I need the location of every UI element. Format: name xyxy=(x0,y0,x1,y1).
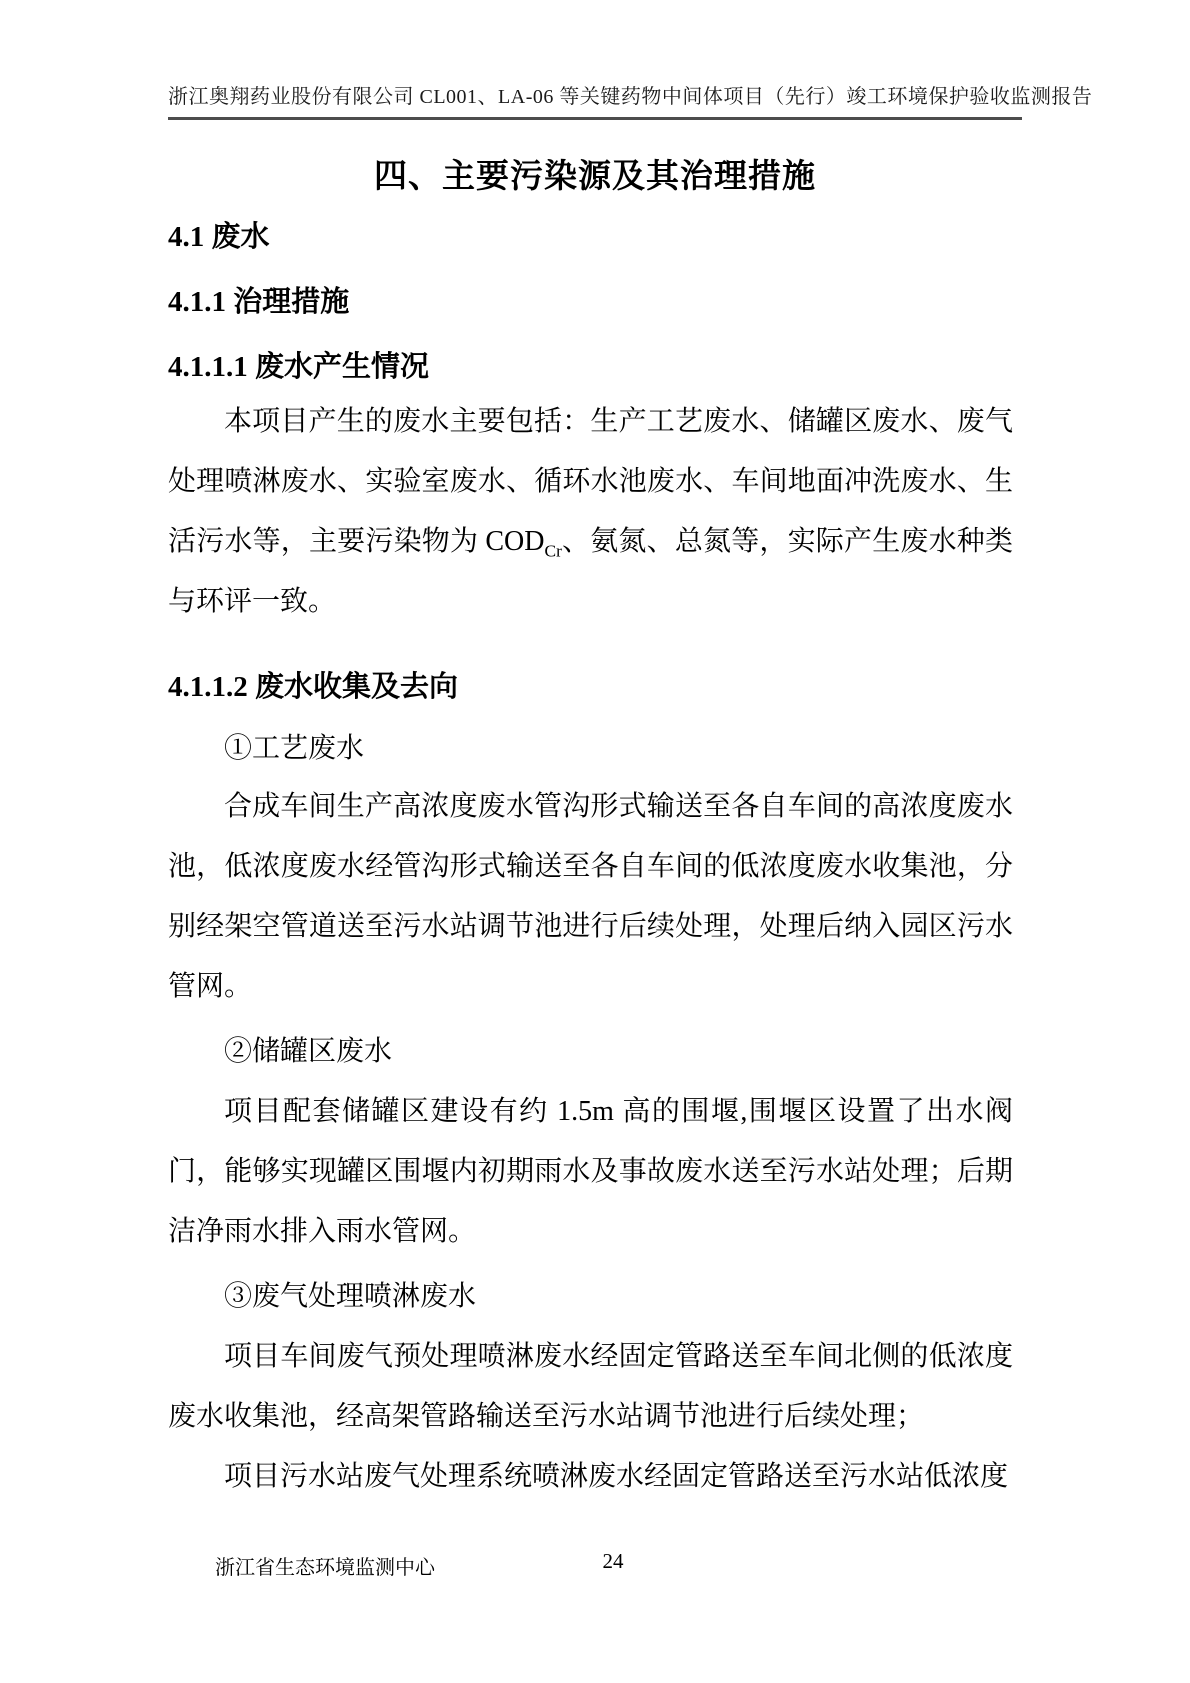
paragraph-process-wastewater: 合成车间生产高浓度废水管沟形式输送至各自车间的高浓度废水池，低浓度废水经管沟形式输送至各自车间的低浓度废水收集池，分别经架空管道送至污水站调节池进行后续处理，处理后纳入园区污水管网。 xyxy=(168,791,1013,1002)
section-heading-4-1: 4.1 废水 xyxy=(168,221,270,253)
list-item-3-spray-wastewater-label: ③废气处理喷淋废水 xyxy=(224,1281,477,1312)
cod-cr-subscript: Cr xyxy=(544,541,562,561)
paragraph-workshop-spray-wastewater: 项目车间废气预处理喷淋废水经固定管路送至车间北侧的低浓度废水收集池，经高架管路输送至污水站调节池进行后续处理； xyxy=(168,1341,1013,1432)
list-item-1-process-wastewater-label: ①工艺废水 xyxy=(224,733,365,764)
list-item-2-tank-area-label: ②储罐区废水 xyxy=(224,1036,393,1067)
chapter-title: 四、主要污染源及其治理措施 xyxy=(374,159,816,195)
footer-organization: 浙江省生态环境监测中心 xyxy=(215,1557,435,1579)
paragraph-sewage-station-spray-wastewater: 项目污水站废气处理系统喷淋废水经固定管路送至污水站低浓度 xyxy=(224,1461,1009,1492)
section-heading-4-1-1-1: 4.1.1.1 废水产生情况 xyxy=(168,351,430,383)
section-heading-4-1-1: 4.1.1 治理措施 xyxy=(168,286,350,318)
paragraph-tank-area-wastewater: 项目配套储罐区建设有约 1.5m 高的围堰,围堰区设置了出水阀门，能够实现罐区围堰内初期雨水及事故废水送至污水站处理；后期洁净雨水排入雨水管网。 xyxy=(168,1096,1013,1247)
wastewater-intro-part1: 本项目产生的废水主要包括：生产工艺废水、储罐区废水、废气处理喷淋废水、实验室废水、循环水池废水、车间地面冲洗废水、生活污水等，主要污染物为 COD xyxy=(168,406,1013,557)
footer-page-number: 24 xyxy=(602,1549,624,1573)
section-heading-4-1-1-2: 4.1.1.2 废水收集及去向 xyxy=(168,671,459,703)
paragraph-wastewater-generation xyxy=(168,392,1013,632)
running-header-title: 浙江奥翔药业股份有限公司 CL001、LA-06 等关键药物中间体项目（先行）竣工环境保护验收监测报告 xyxy=(168,80,1022,120)
wastewater-intro-part2: 、氨氮、总氮等，实际产生废水种类与环评一致。 xyxy=(168,526,1013,617)
